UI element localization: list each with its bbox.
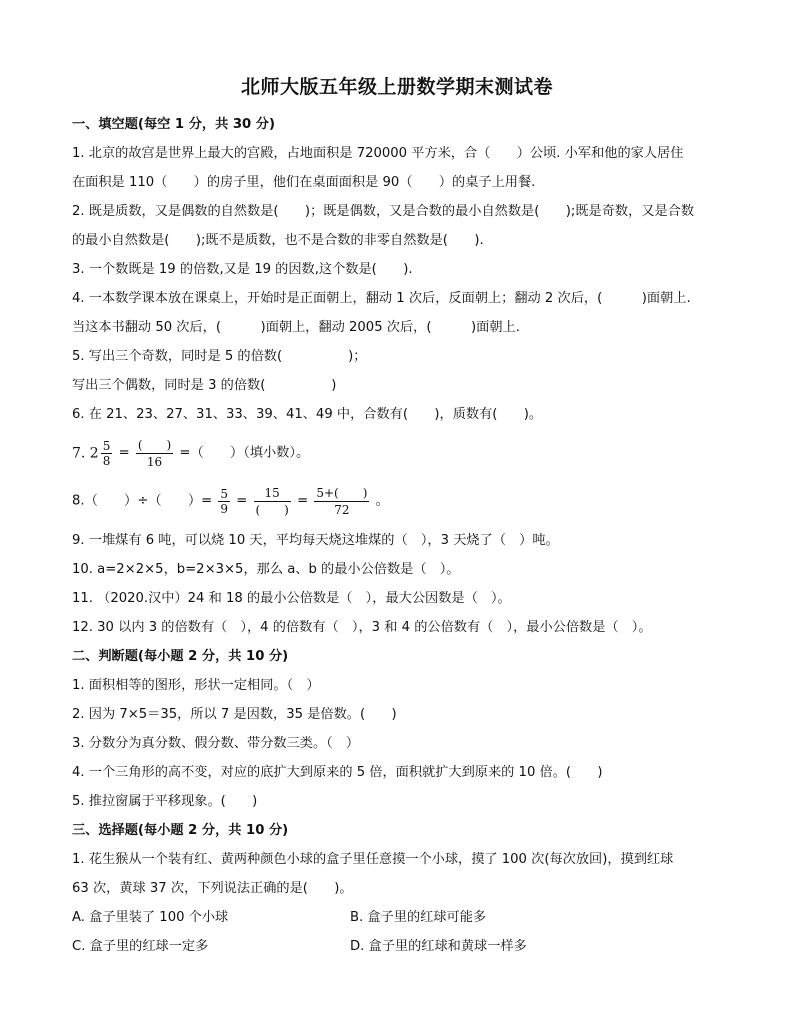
question-5-line-2: 写出三个偶数，同时是 3 的倍数( ): [72, 378, 337, 393]
q7-fraction-2-numerator: ( ): [137, 438, 172, 452]
q8-fraction-1-numerator: 5: [220, 487, 229, 501]
q8-fraction-2: [254, 485, 291, 518]
q8-fraction-3: [314, 485, 369, 518]
question-4-line-1: 4. 一本数学课本放在课桌上，开始时是正面朝上，翻动 1 次后，反面朝上；翻动 2 次后，( )面朝上.: [72, 291, 691, 306]
q7-fraction-2-denominator: 16: [146, 455, 163, 469]
question-9: 9. 一堆煤有 6 吨，可以烧 10 天，平均每天烧这堆煤的（ ），3 天烧了（ ）吨。: [72, 533, 559, 548]
q7-prefix: 7. 2: [72, 445, 99, 462]
question-11: 11. （2020.汉中）24 和 18 的最小公倍数是（ ），最大公因数是（ ）。: [72, 591, 511, 606]
question-5-line-1: 5. 写出三个奇数，同时是 5 的倍数( )；: [72, 349, 367, 364]
page-title: 北师大版五年级上册数学期末测试卷: [240, 76, 553, 98]
q7-fraction-1-denominator: 8: [102, 454, 111, 468]
q7-equals-1: =: [118, 445, 130, 461]
question-12: 12. 30 以内 3 的倍数有（ ），4 的倍数有（ ），3 和 4 的公倍数有（ ），最小公倍数是（ ）。: [72, 620, 652, 635]
q8-suffix: 。: [375, 493, 389, 509]
choice-question-1-line-1: 1. 花生猴从一个装有红、黄两种颜色小球的盒子里任意摸一个小球，摸了 100 次(每次放回)，摸到红球: [72, 852, 674, 867]
question-7: [72, 437, 309, 470]
choice-option-c: C. 盒子里的红球一定多: [72, 939, 209, 954]
question-8: [72, 485, 389, 518]
choice-option-b: B. 盒子里的红球可能多: [350, 910, 487, 925]
question-1-line-1: 1. 北京的故宫是世界上最大的宫殿，占地面积是 720000 平方米，合（ ）公顷. 小军和他的家人居住: [72, 146, 684, 161]
question-10: 10. a=2×2×5，b=2×3×5，那么 a、b 的最小公倍数是（ ）。: [72, 562, 460, 577]
judgment-1: 1. 面积相等的图形，形状一定相同。（ ）: [72, 678, 320, 693]
section-heading-fill-blank: 一、填空题(每空 1 分，共 30 分): [72, 117, 276, 132]
q8-equals-2: =: [297, 493, 309, 509]
question-2-line-1: 2. 既是质数，又是偶数的自然数是( )；既是偶数，又是合数的最小自然数是( );既是奇数，又是合数: [72, 204, 695, 219]
question-2-line-2: 的最小自然数是( );既不是质数，也不是合数的非零自然数是( ).: [72, 233, 484, 248]
judgment-2: 2. 因为 7×5＝35，所以 7 是因数，35 是倍数。( ): [72, 707, 397, 722]
choice-question-1-line-2: 63 次，黄球 37 次，下列说法正确的是( )。: [72, 881, 353, 896]
q8-fraction-1: [218, 487, 230, 516]
judgment-4: 4. 一个三角形的高不变，对应的底扩大到原来的 5 倍，面积就扩大到原来的 10 倍。( ): [72, 765, 603, 780]
question-1-line-2: 在面积是 110（ ）的房子里，他们在桌面面积是 90（ ）的桌子上用餐.: [72, 175, 536, 190]
choice-option-a: A. 盒子里装了 100 个小球: [72, 910, 229, 925]
question-4-line-2: 当这本书翻动 50 次后，( )面朝上，翻动 2005 次后，( )面朝上.: [72, 320, 520, 335]
q8-fraction-2-numerator: 15: [254, 485, 291, 502]
question-3: 3. 一个数既是 19 的倍数,又是 19 的因数,这个数是( ).: [72, 262, 413, 277]
judgment-5: 5. 推拉窗属于平移现象。( ): [72, 794, 258, 809]
question-6: 6. 在 21、23、27、31、33、39、41、49 中，合数有( )，质数有( )。: [72, 407, 543, 422]
judgment-3: 3. 分数分为真分数、假分数、带分数三类。（ ）: [72, 736, 360, 751]
section-heading-multiple-choice: 三、选择题(每小题 2 分，共 10 分): [72, 823, 289, 838]
q8-equals-1: =: [236, 493, 248, 509]
section-heading-true-false: 二、判断题(每小题 2 分，共 10 分): [72, 649, 289, 664]
q8-fraction-3-numerator: 5+( ): [316, 486, 368, 500]
q7-suffix: =（ ）（填小数）。: [179, 445, 310, 461]
q7-fraction-1: [101, 439, 113, 468]
q7-fraction-2: [136, 437, 173, 470]
q8-prefix: 8.（ ）÷（ ）=: [72, 493, 213, 509]
q8-fraction-3-denominator: 72: [334, 503, 350, 517]
q8-fraction-2-denominator: ( ): [255, 503, 289, 517]
choice-option-d: D. 盒子里的红球和黄球一样多: [350, 939, 527, 954]
q7-fraction-1-numerator: 5: [102, 439, 111, 453]
q8-fraction-1-denominator: 9: [220, 502, 229, 516]
